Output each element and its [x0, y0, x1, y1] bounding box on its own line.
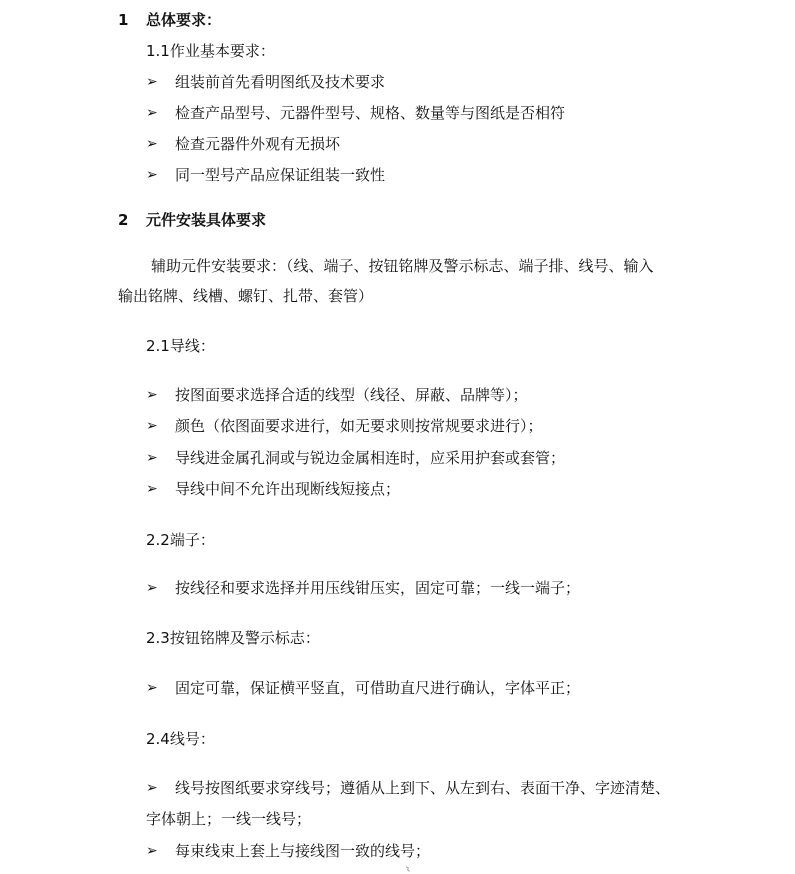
bullet-arrow-icon: ➢	[146, 580, 158, 596]
section-2-title: 元件安装具体要求	[146, 211, 267, 229]
subsection-2-2-title: 2.2端子：	[146, 531, 215, 549]
list-item: 导线中间不允许出现断线短接点；	[175, 480, 401, 498]
list-item: 颜色（依图面要求进行，如无要求则按常规要求进行）；	[175, 417, 543, 435]
subsection-2-3-title: 2.3按钮铭牌及警示标志：	[146, 629, 320, 647]
subsection-2-1-title: 2.1导线：	[146, 337, 215, 355]
bullet-arrow-icon: ➢	[146, 418, 158, 434]
list-item: 按图面要求选择合适的线型（线径、屏蔽、品牌等）；	[175, 386, 528, 404]
section-1-number: 1	[118, 11, 129, 29]
list-item: 检查产品型号、元器件型号、规格、数量等与图纸是否相符	[175, 104, 566, 122]
list-item: 同一型号产品应保证组装一致性	[175, 166, 386, 184]
bullet-arrow-icon: ➢	[146, 74, 158, 90]
bullet-arrow-icon: ➢	[146, 167, 158, 183]
list-item-line-1: 线号按图纸要求穿线号；遵循从上到下、从左到右、表面干净、字迹清楚、	[175, 779, 671, 797]
list-item: 检查元器件外观有无损坏	[175, 135, 341, 153]
subsection-1-1-title: 1.1作业基本要求：	[146, 42, 275, 60]
section-2-intro-line-1: 辅助元件安装要求：（线、端子、按钮铭牌及警示标志、端子排、线号、输入	[151, 257, 654, 275]
bullet-arrow-icon: ➢	[146, 780, 158, 796]
bullet-arrow-icon: ➢	[146, 105, 158, 121]
section-2-number: 2	[118, 211, 129, 229]
bullet-arrow-icon: ➢	[146, 136, 158, 152]
page-edge-mark	[405, 866, 411, 872]
section-2-intro-line-2: 输出铭牌、线槽、螺钉、扎带、套管）	[118, 287, 374, 305]
list-item: 组装前首先看明图纸及技术要求	[175, 73, 386, 91]
bullet-arrow-icon: ➢	[146, 387, 158, 403]
bullet-arrow-icon: ➢	[146, 481, 158, 497]
bullet-arrow-icon: ➢	[146, 680, 158, 696]
bullet-arrow-icon: ➢	[146, 843, 158, 859]
subsection-2-4-title: 2.4线号：	[146, 730, 215, 748]
section-1-title: 总体要求：	[146, 11, 222, 29]
list-item: 固定可靠，保证横平竖直，可借助直尺进行确认，字体平正；	[175, 679, 581, 697]
list-item: 按线径和要求选择并用压线钳压实，固定可靠；一线一端子；	[175, 579, 581, 597]
list-item: 每束线束上套上与接线图一致的线号；	[175, 842, 431, 860]
list-item: 导线进金属孔洞或与锐边金属相连时，应采用护套或套管；	[175, 449, 566, 467]
bullet-arrow-icon: ➢	[146, 450, 158, 466]
list-item-line-2: 字体朝上；一线一线号；	[146, 810, 312, 828]
